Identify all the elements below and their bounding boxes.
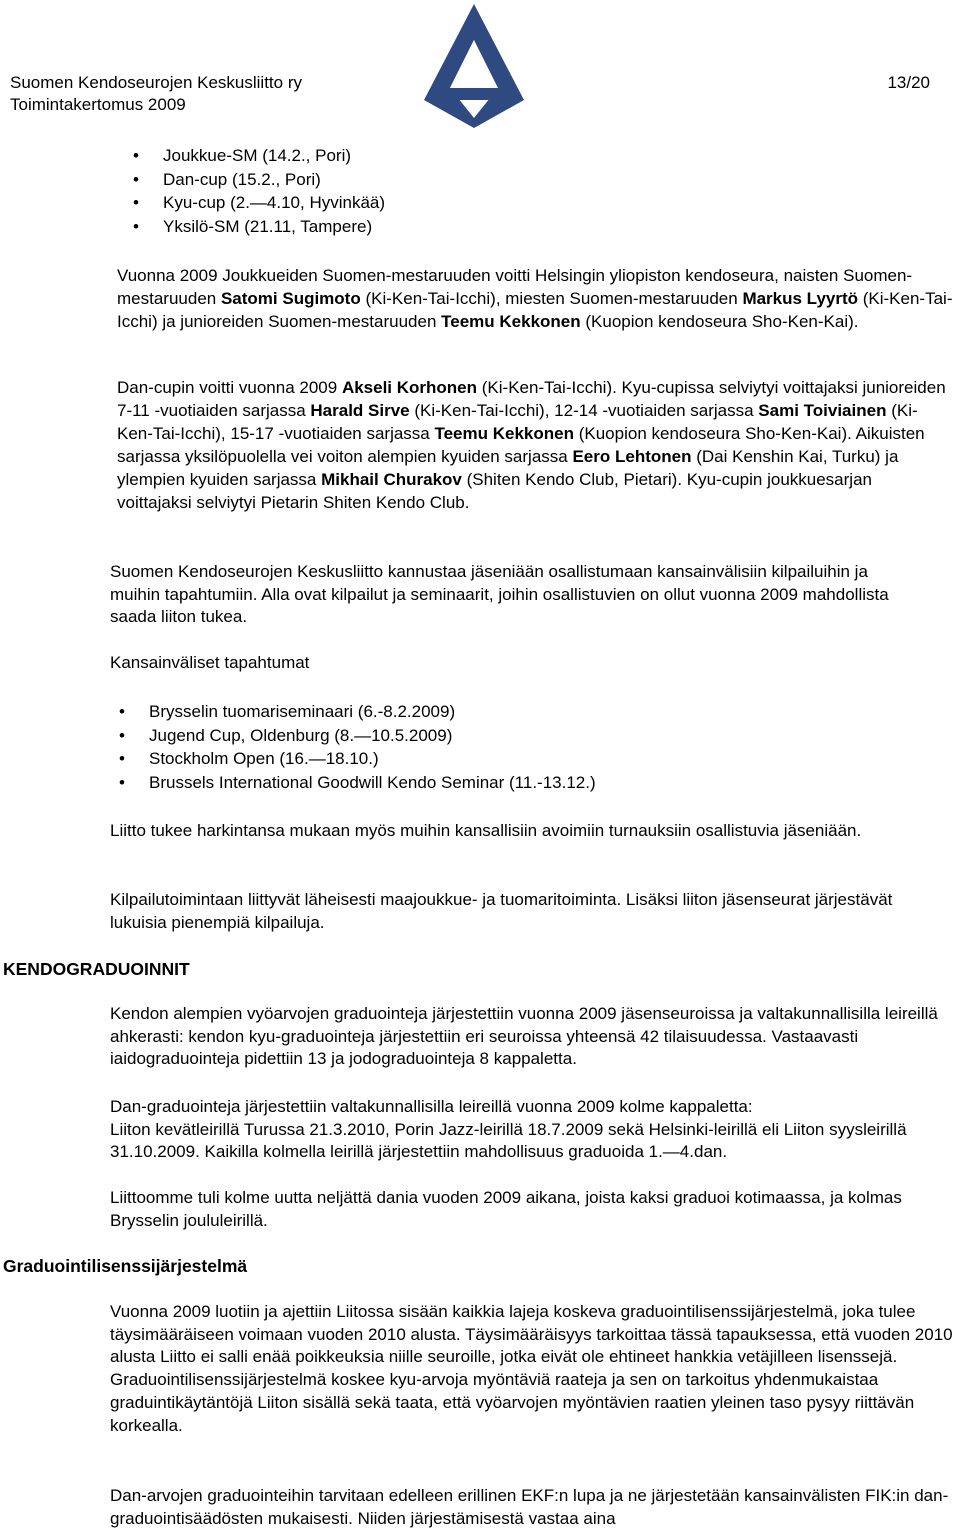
related-activities-paragraph: Kilpailutoimintaan liittyvät läheisesti maajoukkue- ja tuomaritoiminta. Lisäksi liiton jäsenseurat järjestävät lukuisia pienempiä kilpailuja.	[110, 890, 893, 932]
dan-license-paragraph: Dan-arvojen graduointeihin tarvitaan edelleen erillinen EKF:n lupa ja ne järjestetään kansainvälisten FIK:in dan-graduointisäädösten mukaisesti. Niiden järjestämisestä vastaa aina	[110, 1486, 949, 1528]
header-report-title: Toimintakertomus 2009	[10, 95, 186, 114]
list-item: • Jugend Cup, Oldenburg (8.—10.5.2009)	[149, 724, 596, 748]
winner-name: Teemu Kekkonen	[434, 424, 574, 443]
list-item: • Brussels International Goodwill Kendo Seminar (11.-13.12.)	[149, 771, 596, 795]
text-segment: (Shiten Kendo Club, Pietari). Kyu-cupin joukkuesarjan voittajaksi selviytyi Pietarin Shiten Kendo Club.	[117, 470, 872, 512]
header-organization: Suomen Kendoseurojen Keskusliitto ry	[10, 73, 302, 92]
text-segment: (Ki-Ken-Tai-Icchi), 15-17 -vuotiaiden sarjassa	[117, 401, 918, 443]
international-support-paragraph: Suomen Kendoseurojen Keskusliitto kannustaa jäseniään osallistumaan kansainvälisiin kilpailuihin ja muihin tapahtumiin. Alla ovat kilpailut ja seminaarit, joihin osallistuvien on ollut vuonna 2009 mahdollista saada liiton tukea.	[110, 562, 889, 627]
international-events-list	[149, 700, 596, 794]
section-heading-graduations: KENDOGRADUOINNIT	[3, 959, 190, 979]
winner-name: Markus Lyyrtö	[742, 289, 859, 308]
graduations-paragraph-1: Kendon alempien vyöarvojen graduointeja järjestettiin vuonna 2009 jäsenseuroissa ja valtakunnallisilla leireillä ahkerasti: kendon kyu-graduointeja järjestettiin eri seuroissa yhteensä 42 tilaisuudessa. Vastaavasti iaidograduointeja pidettiin 13 ja jodograduointeja 8 kappaletta.	[110, 1004, 938, 1069]
competition-list	[163, 144, 385, 238]
list-item: • Yksilö-SM (21.11, Tampere)	[163, 215, 385, 239]
list-item: • Dan-cup (15.2., Pori)	[163, 168, 385, 192]
text-segment: Vuonna 2009 Joukkueiden Suomen-mestaruuden voitti Helsingin yliopiston kendoseura, naisten Suomen-mestaruuden	[117, 266, 913, 308]
winner-name: Akseli Korhonen	[341, 378, 478, 397]
list-item: • Brysselin tuomariseminaari (6.-8.2.2009)	[149, 700, 596, 724]
text-segment: Dan-cupin voitti vuonna 2009	[117, 378, 342, 397]
graduations-paragraph-2	[110, 1096, 950, 1164]
page-number: 13/20	[887, 73, 930, 92]
graduations-paragraph-3: Liittoomme tuli kolme uutta neljättä dania vuoden 2009 aikana, joista kaksi graduoi kotimaassa, ja kolmas Brysselin joululeirillä.	[110, 1188, 902, 1230]
text-segment: (Ki-Ken-Tai-Icchi). Kyu-cupissa selviytyi voittajaksi junioreiden 7-11 -vuotiaiden sarjassa	[117, 378, 946, 420]
winner-name: Sami Toiviainen	[758, 401, 887, 420]
sm-results-paragraph	[117, 264, 960, 333]
text-line: Dan-graduointeja järjestettiin valtakunnallisilla leireillä vuonna 2009 kolme kappaletta:	[110, 1097, 753, 1116]
list-item: • Kyu-cup (2.—4.10, Hyvinkää)	[163, 191, 385, 215]
text-segment: (Ki-Ken-Tai-Icchi) ja junioreiden Suomen-mestaruuden	[117, 289, 953, 331]
text-segment: (Dai Kenshin Kai, Turku) ja ylempien kyuiden sarjassa	[117, 447, 899, 489]
support-paragraph: Liitto tukee harkintansa mukaan myös muihin kansallisiin avoimiin turnauksiin osallistuvia jäseniään.	[110, 821, 862, 840]
text-segment: (Kuopion kendoseura Sho-Ken-Kai).	[580, 312, 859, 331]
winner-name: Eero Lehtonen	[572, 447, 692, 466]
text-segment: (Ki-Ken-Tai-Icchi), 12-14 -vuotiaiden sarjassa	[409, 401, 759, 420]
international-events-title: Kansainväliset tapahtumat	[110, 653, 310, 672]
section-heading-license: Graduointilisenssijärjestelmä	[3, 1256, 248, 1276]
winner-name: Satomi Sugimoto	[220, 289, 361, 308]
list-item: • Stockholm Open (16.—18.10.)	[149, 747, 596, 771]
winner-name: Teemu Kekkonen	[441, 312, 581, 331]
text-line: Liiton kevätleirillä Turussa 21.3.2010, Porin Jazz-leirillä 18.7.2009 sekä Helsinki-leirillä eli Liiton syysleirillä 31.10.2009. Kaikilla kolmella leirillä järjestettiin mahdollisuus graduoida 1.—4.dan.	[110, 1119, 907, 1162]
cup-results-paragraph	[117, 376, 947, 514]
list-item: • Joukkue-SM (14.2., Pori)	[163, 144, 385, 168]
winner-name: Mikhail Churakov	[321, 470, 462, 489]
license-paragraph: Vuonna 2009 luotiin ja ajettiin Liitossa sisään kaikkia lajeja koskeva graduointilisenssijärjestelmä, joka tulee täysimääräiseen voimaan vuoden 2010 alusta. Täysimääräisyys tarkoittaa tässä tapauksessa, että vuoden 2010 alusta Liitto ei salli enää poikkeuksia niille seuroille, jotka eivät ole ehtineet hankkia vetäjilleen lisenssejä. Graduointilisenssijärjestelmä koskee kyu-arvoja myöntäviä raateja ja sen on tarkoitus yhdenmukaistaa graduintikäytäntöjä Liiton sisällä sekä taata, että vyöarvojen myöntävien raatien yleinen taso pysyy riittävän korkealla.	[110, 1302, 953, 1435]
winner-name: Harald Sirve	[310, 401, 410, 420]
text-segment: (Ki-Ken-Tai-Icchi), miesten Suomen-mestaruuden	[360, 289, 743, 308]
federation-logo-icon	[418, 0, 530, 132]
text-segment: (Kuopion kendoseura Sho-Ken-Kai). Aikuisten sarjassa yksilöpuolella vei voiton alempien kyuiden sarjassa	[117, 424, 925, 466]
